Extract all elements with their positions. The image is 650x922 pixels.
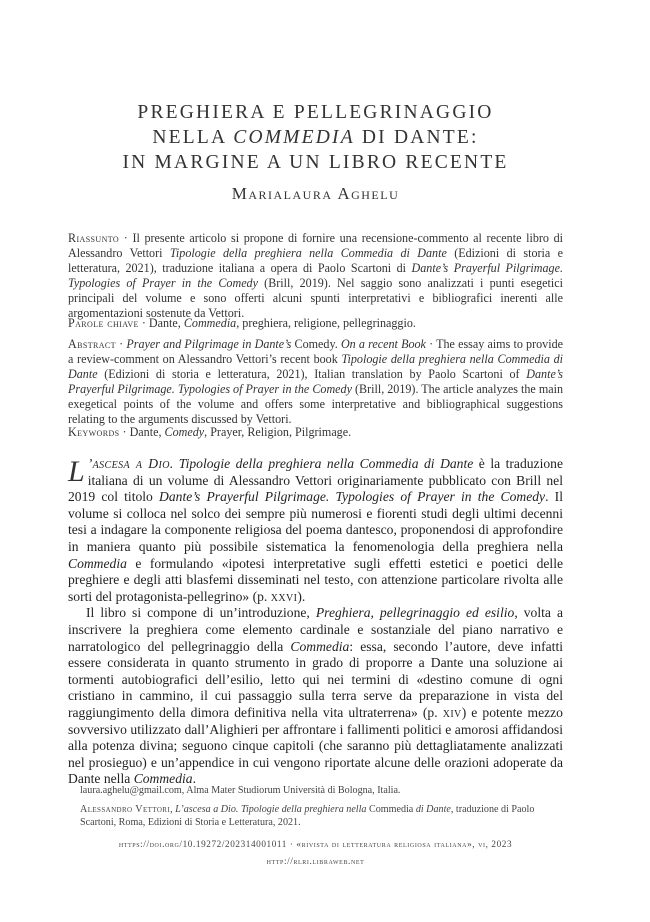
parole-text-2: , preghiera, religione, pellegrinaggio. [236, 316, 416, 330]
keywords-text-1: Dante, [129, 425, 165, 439]
para1-text-2: . Il volume si colloca nel solco dei sempre più numerosi e fiorenti studi degli ultimi decenni tesi a indagare la componente religiosa del poema dantesco, proponendosi di approfondire in maniera quanto più possibile sistematica la fenomenologia della preghiera nella [68, 489, 563, 554]
abstract-italic-3: Tipologie della preghiera nella Commedia di Dante [68, 352, 564, 381]
riassunto-sep: · [119, 231, 133, 245]
footnote2-text-3: , traduzione di Paolo Scartoni, Roma, Edizioni di Storia e Letteratura, 2021. [80, 804, 535, 828]
doi-line: https://doi.org/10.19272/202314001011 · «rivista di letteratura religiosa italiana», vi, 2023 [118, 839, 513, 849]
para2-italic-1: Preghiera, pellegrinaggio ed esilio [315, 605, 515, 621]
abstract-italic-4: Dante’s Prayerful Pilgrimage. Typologies of Prayer in the Comedy [68, 367, 563, 396]
para2-page-numeral: xiv [442, 704, 462, 720]
para1-smallcaps: ’ascesa a Dio [87, 456, 170, 471]
para2-italic-3: Commedia [133, 771, 193, 787]
title-line-2-pre: NELLA [152, 127, 234, 148]
riassunto-text-2: (Edizioni di storia e letteratura, 2021), traduzione italiana a opera di Paolo Scartoni di [68, 246, 563, 275]
keywords-italic-1: Comedy [164, 425, 205, 439]
title-line-2 [68, 125, 563, 150]
para2-text-4: ) e potente mezzo sovversivo utilizzato dall’Alighieri per affrontare i fallimenti politici e amorosi affidandosi alla potenza divina; seguono cinque capitoli (che saranno più dettagliatamente analizzati nel prosieguo) e un’appendice in cui vengono riportate alcune delle orazioni adoperate da Dante nella [68, 704, 563, 787]
riassunto-block [68, 231, 563, 321]
title-line-3: IN MARGINE A UN LIBRO RECENTE [122, 152, 509, 173]
abstract-sep: · [115, 337, 127, 351]
para2-text-2: , volta a inscrivere la preghiera come elemento cardinale e sostanziale del piano narrativo e narratologico del pellegrinaggio della [68, 605, 563, 654]
para2-text-3: : essa, secondo l’autore, deve infatti essere considerata in quanto strumento in grado di proporre a Dante una soluzione ai tormenti autobiografici dell’esilio, letto qui nei termini di «destino comune di ogni cristiano in cammino, il cui passaggio sulla terra serve da preparazione in vista del raggiungimento della dimora definitiva nella vita ultraterrena» (p. [68, 638, 563, 720]
parole-text-1: Dante, [148, 316, 184, 330]
keywords-label: Keywords [68, 425, 120, 439]
abstract-text-2: · The essay aims to provide a review-comment on Alessandro Vettori’s recent book [68, 337, 563, 366]
riassunto-italic-2: Dante’s Prayerful Pilgrimage. Typologies of Prayer in the Comedy [68, 261, 563, 290]
footnote2-text-1: , [170, 804, 176, 815]
article-title [68, 100, 563, 175]
para1-text-3: e formulando «ipotesi interpretative sugli effetti estetici e poetici delle preghiere e degli atti blasfemi disseminati nel testo, con attenzione particolare rivolta alle sorti del protagonista-pellegrino» (p. [68, 555, 563, 604]
footnote-reference [80, 803, 563, 829]
abstract-text-4: (Brill, 2019). The article analyzes the main exegetical points of the volume and offers some interpretative and bibliographical suggestions relating to the arguments discussed by Vettori. [68, 382, 564, 426]
para1-italic-1: . Tipologie della preghiera nella Commedia di Dante [169, 456, 474, 471]
para1-page-numeral: xxvi [270, 588, 298, 604]
body-paragraph-2 [68, 605, 563, 788]
author-name: Marialaura Aghelu [231, 184, 400, 203]
keywords-text-2: , Prayer, Religion, Pilgrimage. [204, 425, 352, 439]
para1-text-4: ). [297, 588, 306, 604]
journal-url: http://rlri.libraweb.net [266, 856, 365, 866]
footnote2-author: Alessandro Vettori [80, 804, 171, 815]
article-body [68, 456, 563, 788]
riassunto-label: Riassunto [68, 231, 120, 245]
title-line-1: PREGHIERA E PELLEGRINAGGIO [137, 102, 494, 123]
title-line-2-post: DI DANTE: [354, 127, 479, 148]
parole-chiave-block [68, 316, 563, 331]
abstract-text-3: (Edizioni di storia e letteratura, 2021), Italian translation by Paolo Scartoni of [97, 367, 527, 381]
para2-text-1: Il libro si compone di un’introduzione, [86, 605, 316, 621]
abstract-italic-1: Prayer and Pilgrimage in Dante’s [126, 337, 292, 351]
body-paragraph-1 [68, 456, 563, 605]
para2-italic-2: Commedia [290, 638, 350, 654]
drop-cap: L [68, 455, 85, 488]
parole-italic-1: Commedia [183, 316, 237, 330]
parole-label: Parole chiave [68, 316, 139, 330]
para1-text-1: è la traduzione italiana di un volume di Alessandro Vettori originariamente pubblicato con Brill nel 2019 col titolo [68, 456, 563, 505]
footnote2-italic-1: L’ascesa a Dio. Tipologie della preghiera nella [175, 804, 367, 815]
article-page [68, 0, 563, 922]
title-line-2-italic: COMMEDIA [233, 127, 355, 148]
abstract-italic-2: On a recent Book [340, 337, 426, 351]
keywords-block [68, 425, 563, 440]
abstract-label: Abstract [68, 337, 116, 351]
para2-text-5: . [192, 771, 196, 787]
footnote-email: laura.aghelu@gmail.com, Alma Mater Studiorum Università di Bologna, Italia. [80, 785, 401, 796]
abstract-text-1: Comedy. [291, 337, 341, 351]
riassunto-text-3: (Brill, 2019). Nel saggio sono analizzati i punti esegetici principali del volume e sono offerti alcuni spunti interpretativi e bibliografici inerenti alle argomentazioni sostenute da Vettori. [68, 276, 563, 320]
abstract-block [68, 337, 563, 427]
footnote2-text-2: Commedia [366, 804, 416, 815]
para1-italic-3: Commedia [68, 555, 127, 571]
footnote2-italic-2: di Dante [415, 804, 451, 815]
riassunto-text-1: Il presente articolo si propone di fornire una recensione-commento al recente libro di Alessandro Vettori [68, 231, 564, 260]
riassunto-italic-1: Tipologie della preghiera nella Commedia di Dante [169, 246, 447, 260]
parole-sep: · [138, 316, 149, 330]
keywords-sep: · [119, 425, 130, 439]
para1-italic-2: Dante’s Prayerful Pilgrimage. Typologies of Prayer in the Comedy [159, 489, 546, 505]
